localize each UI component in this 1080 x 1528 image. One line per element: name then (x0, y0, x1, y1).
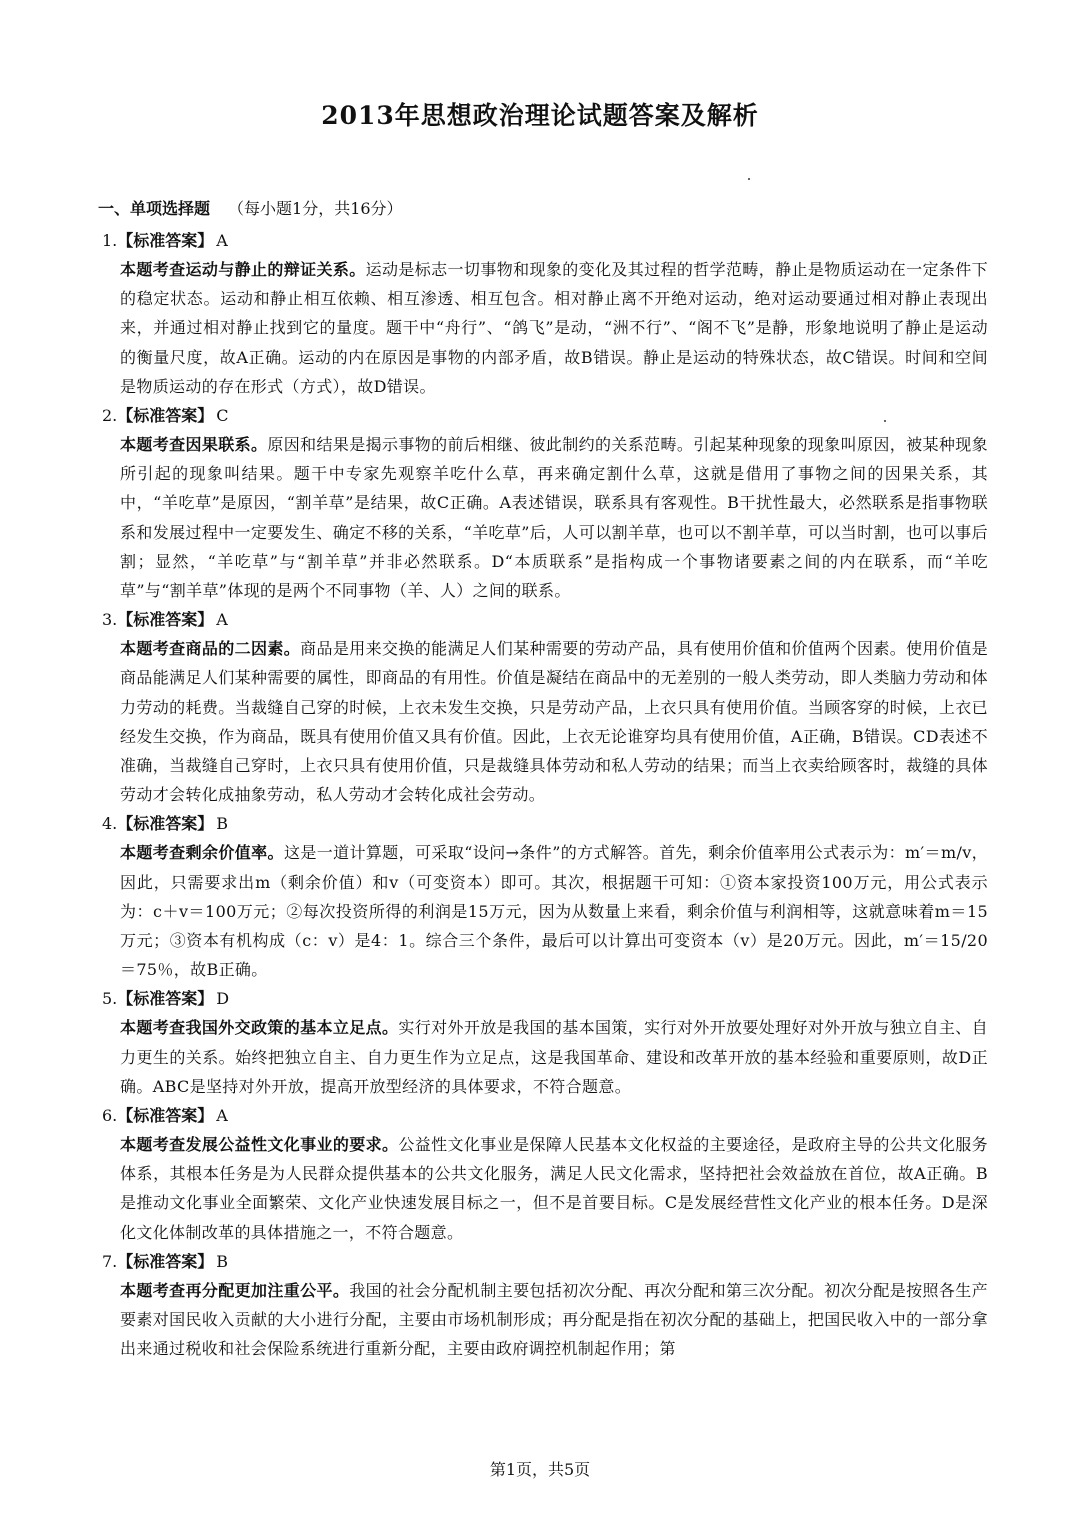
scan-speck (884, 420, 886, 422)
item-number: 6. (102, 1106, 118, 1126)
answer-letter: A (216, 231, 228, 250)
answer-letter: C (216, 406, 229, 426)
answer-letter: B (216, 814, 229, 834)
answer-line (102, 1247, 988, 1276)
answer-letter: A (216, 1106, 228, 1126)
item-number: 5. (102, 989, 118, 1009)
explanation-text: 这是一道计算题，可采取“设问→条件”的方式解答。首先，剩余价值率用公式表示为：m′＝m/v，因此，只需要求出m（剩余价值）和v（可变资本）即可。其次，根据题干可知：①资本家投资100万元，用公式表示为：c＋v＝100万元；②每次投资所得的利润是15万元，因为从数量上来看，剩余价值与利润相等，这就意味着m＝15万元；③资本有机构成（c：v）是4：1。综合三个条件，最后可以计算出可变资本（v）是20万元。因此，m′＝15/20＝75％，故B正确。 (120, 843, 988, 980)
answer-line (102, 226, 988, 255)
answer-label: 【标准答案】 (117, 989, 214, 1009)
scan-speck (748, 178, 750, 180)
item-number: 1. (102, 231, 118, 250)
answer-item-3 (102, 605, 988, 809)
explanation-text: 公益性文化事业是保障人民基本文化权益的主要途径，是政府主导的公共文化服务体系，其根本任务是为人民群众提供基本的公共文化服务，满足人民文化需求，坚持把社会效益放在首位，故A正确。B是推动文化事业全面繁荣、文化产业快速发展目标之一，但不是首要目标。C是发展经营性文化产业的根本任务。D是深化文化体制改革的具体措施之一，不符合题意。 (120, 1135, 988, 1242)
answer-item-5 (102, 984, 988, 1101)
answer-line (102, 984, 988, 1013)
explanation (120, 1013, 988, 1101)
item-number: 7. (102, 1251, 118, 1271)
section-note: （每小题1分，共16分） (228, 199, 403, 218)
explanation-topic: 本题考查发展公益性文化事业的要求。 (120, 1135, 399, 1155)
answer-line (102, 1101, 988, 1130)
item-number: 2. (102, 406, 118, 426)
explanation-topic: 本题考查商品的二因素。 (120, 639, 301, 659)
page-title: 2013年思想政治理论试题答案及解析 (321, 101, 759, 130)
explanation (120, 634, 988, 809)
answer-label: 【标准答案】 (117, 1251, 214, 1271)
explanation (120, 1130, 988, 1247)
answer-label: 【标准答案】 (117, 231, 214, 250)
answer-label: 【标准答案】 (117, 406, 214, 426)
item-number: 4. (102, 814, 118, 834)
answer-line (102, 605, 988, 634)
answer-item-6 (102, 1101, 988, 1247)
explanation (120, 255, 988, 401)
section-heading (98, 196, 403, 219)
answer-item-1 (102, 226, 988, 401)
explanation (120, 430, 988, 605)
explanation (120, 838, 988, 984)
answer-label: 【标准答案】 (117, 814, 214, 834)
answer-label: 【标准答案】 (117, 1106, 214, 1126)
explanation-text: 实行对外开放是我国的基本国策，实行对外开放要处理好对外开放与独立自主、自力更生的关系。始终把独立自主、自力更生作为立足点，这是我国革命、建设和改革开放的基本经验和重要原则，故D正确。ABC是坚持对外开放，提高开放型经济的具体要求，不符合题意。 (120, 1018, 988, 1096)
answer-line (102, 809, 988, 838)
answers-list (102, 226, 988, 1364)
page-footer: 第1页，共5页 (489, 1460, 591, 1479)
answer-item-7 (102, 1247, 988, 1364)
explanation-topic: 本题考查再分配更加注重公平。 (120, 1280, 350, 1300)
answer-item-2 (102, 401, 988, 605)
answer-label: 【标准答案】 (117, 610, 214, 630)
answer-line (102, 401, 988, 430)
item-number: 3. (102, 610, 118, 630)
answer-letter: B (216, 1251, 229, 1271)
explanation-text: 商品是用来交换的能满足人们某种需要的劳动产品，具有使用价值和价值两个因素。使用价值是商品能满足人们某种需要的属性，即商品的有用性。价值是凝结在商品中的无差别的一般人类劳动，即人类脑力劳动和体力劳动的耗费。当裁缝自己穿的时候，上衣未发生交换，只是劳动产品，上衣只具有使用价值。当顾客穿的时候，上衣已经发生交换，作为商品，既具有使用价值又具有价值。因此，上衣无论谁穿均具有使用价值，A正确，B错误。CD表述不准确，当裁缝自己穿时，上衣只具有使用价值，只是裁缝具体劳动和私人劳动的结果；而当上衣卖给顾客时，裁缝的具体劳动才会转化成抽象劳动，私人劳动才会转化成社会劳动。 (120, 639, 988, 805)
explanation-topic: 本题考查因果联系。 (120, 435, 268, 455)
explanation-text: 原因和结果是揭示事物的前后相继、彼此制约的关系范畴。引起某种现象的现象叫原因，被某种现象所引起的现象叫结果。题干中专家先观察羊吃什么草，再来确定割什么草，这就是借用了事物之间的因果关系，其中，“羊吃草”是原因，“割羊草”是结果，故C正确。A表述错误，联系具有客观性。B干扰性最大，必然联系是指事物联系和发展过程中一定要发生、确定不移的关系，“羊吃草”后，人可以割羊草，也可以不割羊草，可以当时割，也可以事后割；显然，“羊吃草”与“割羊草”并非必然联系。D“本质联系”是指构成一个事物诸要素之间的内在联系，而“羊吃草”与“割羊草”体现的是两个不同事物（羊、人）之间的联系。 (120, 435, 988, 601)
section-title: 一、单项选择题 (98, 199, 211, 218)
explanation (120, 1276, 988, 1364)
answer-item-4 (102, 809, 988, 984)
explanation-text: 我国的社会分配机制主要包括初次分配、再次分配和第三次分配。初次分配是按照各生产要素对国民收入贡献的大小进行分配，主要由市场机制形成；再分配是指在初次分配的基础上，把国民收入中的一部分拿出来通过税收和社会保险系统进行重新分配，主要由政府调控机制起作用；第 (120, 1280, 988, 1359)
explanation-topic: 本题考查运动与静止的辩证关系。 (120, 260, 366, 279)
answer-letter: D (216, 989, 230, 1009)
explanation-text: 运动是标志一切事物和现象的变化及其过程的哲学范畴，静止是物质运动在一定条件下的稳定状态。运动和静止相互依赖、相互渗透、相互包含。相对静止离不开绝对运动，绝对运动要通过相对静止表现出来，并通过相对静止找到它的量度。题干中“舟行”、“鸽飞”是动，“洲不行”、“阁不飞”是静，形象地说明了静止是运动的衡量尺度，故A正确。运动的内在原因是事物的内部矛盾，故B错误。静止是运动的特殊状态，故C错误。时间和空间是物质运动的存在形式（方式），故D错误。 (120, 260, 988, 396)
answer-letter: A (216, 610, 228, 630)
explanation-topic: 本题考查我国外交政策的基本立足点。 (120, 1018, 399, 1038)
explanation-topic: 本题考查剩余价值率。 (120, 843, 284, 863)
